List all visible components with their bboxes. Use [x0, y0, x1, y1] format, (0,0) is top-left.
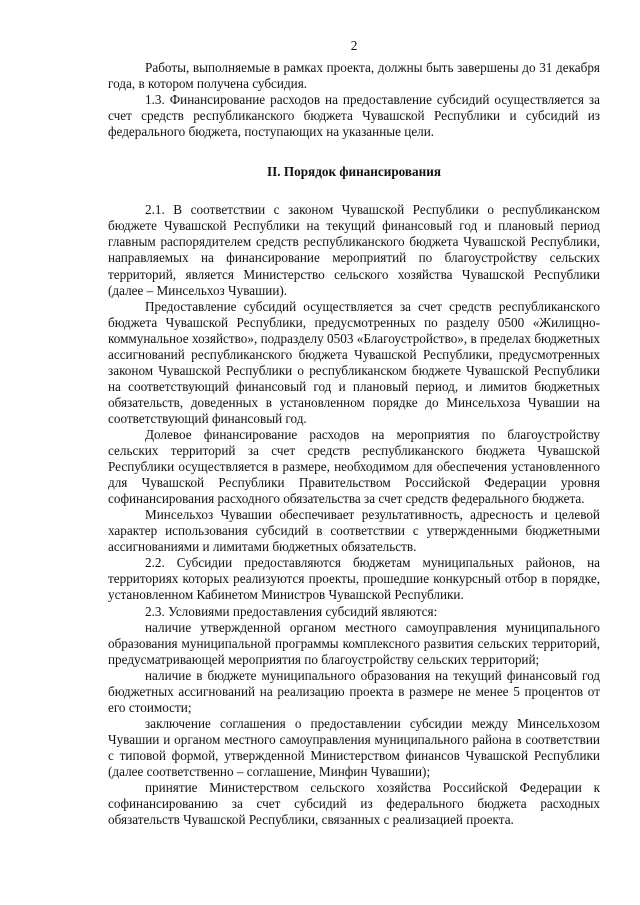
- paragraph: Предоставление субсидий осуществляется за счет средств республиканского бюджета Чувашской Республики, предусмотренных по разделу 0500 «Жилищно-коммунальное хозяйство», подразделу 0503 «Благоустройство», в пределах бюджетных ассигнований республиканского бюджета Чувашской Республики, предусмотренных законом Чувашской Республики о республиканском бюджете Чувашской Республики на соответствующий финансовый год и плановый период, и лимитов бюджетных обязательств, доведенных в установленном порядке до Минсельхоза Чувашии на соответствующий финансовый год.: [108, 298, 600, 426]
- paragraph: 2.3. Условиями предоставления субсидий являются:: [145, 603, 438, 619]
- paragraph: 2.2. Субсидии предоставляются бюджетам муниципальных районов, на территориях которых реализуются проекты, прошедшие конкурсный отбор в порядке, установленном Кабинетом Министров Чувашской Республики.: [108, 555, 600, 603]
- paragraph: Работы, выполняемые в рамках проекта, должны быть завершены до 31 декабря года, в котором получена субсидия.: [108, 60, 600, 92]
- paragraph: заключение соглашения о предоставлении субсидии между Минсельхозом Чувашии и органом местного самоуправления муниципального района в соответствии с типовой формой, утвержденной Министерством финансов Чувашской Республики (далее соответственно – соглашение, Минфин Чувашии);: [108, 715, 600, 779]
- page-number: 2: [350, 38, 358, 53]
- paragraph: наличие в бюджете муниципального образования на текущий финансовый год бюджетных ассигнований на реализацию проекта в размере не менее 5 процентов от его стоимости;: [108, 667, 600, 715]
- paragraph: Минсельхоз Чувашии обеспечивает результативность, адресность и целевой характер использования субсидий в соответствии с утвержденными бюджетными ассигнованиями и лимитами бюджетных обязательств.: [108, 507, 600, 555]
- paragraph: наличие утвержденной органом местного самоуправления муниципального образования муниципальной программы комплексного развития сельских территорий, предусматривающей мероприятия по благоустройству сельских территорий;: [108, 619, 600, 667]
- paragraph: 1.3. Финансирование расходов на предоставление субсидий осуществляется за счет средств республиканского бюджета Чувашской Республики и субсидий из федерального бюджета, поступающих на указанные цели.: [108, 92, 600, 140]
- section-heading: II. Порядок финансирования: [267, 164, 441, 180]
- paragraph: Долевое финансирование расходов на мероприятия по благоустройству сельских территорий за счет средств республиканского бюджета Чувашской Республики осуществляется в размере, необходимом для обеспечения установленного для Чувашской Республики Правительством Российской Федерации уровня софинансирования расходного обязательства за счет средств федерального бюджета.: [108, 426, 600, 507]
- paragraph: принятие Министерством сельского хозяйства Российской Федерации к софинансированию за счет субсидий из федерального бюджета расходных обязательств Чувашской Республики, связанных с реализацией проекта.: [108, 780, 600, 828]
- paragraph: 2.1. В соответствии с законом Чувашской Республики о республиканском бюджете Чувашской Республики на текущий финансовый год и плановый период главным распорядителем средств республиканского бюджета Чувашской Республики, направляемых на финансирование мероприятий по благоустройству сельских территорий, является Министерство сельского хозяйства Чувашской Республики (далее – Минсельхоз Чувашии).: [108, 202, 600, 298]
